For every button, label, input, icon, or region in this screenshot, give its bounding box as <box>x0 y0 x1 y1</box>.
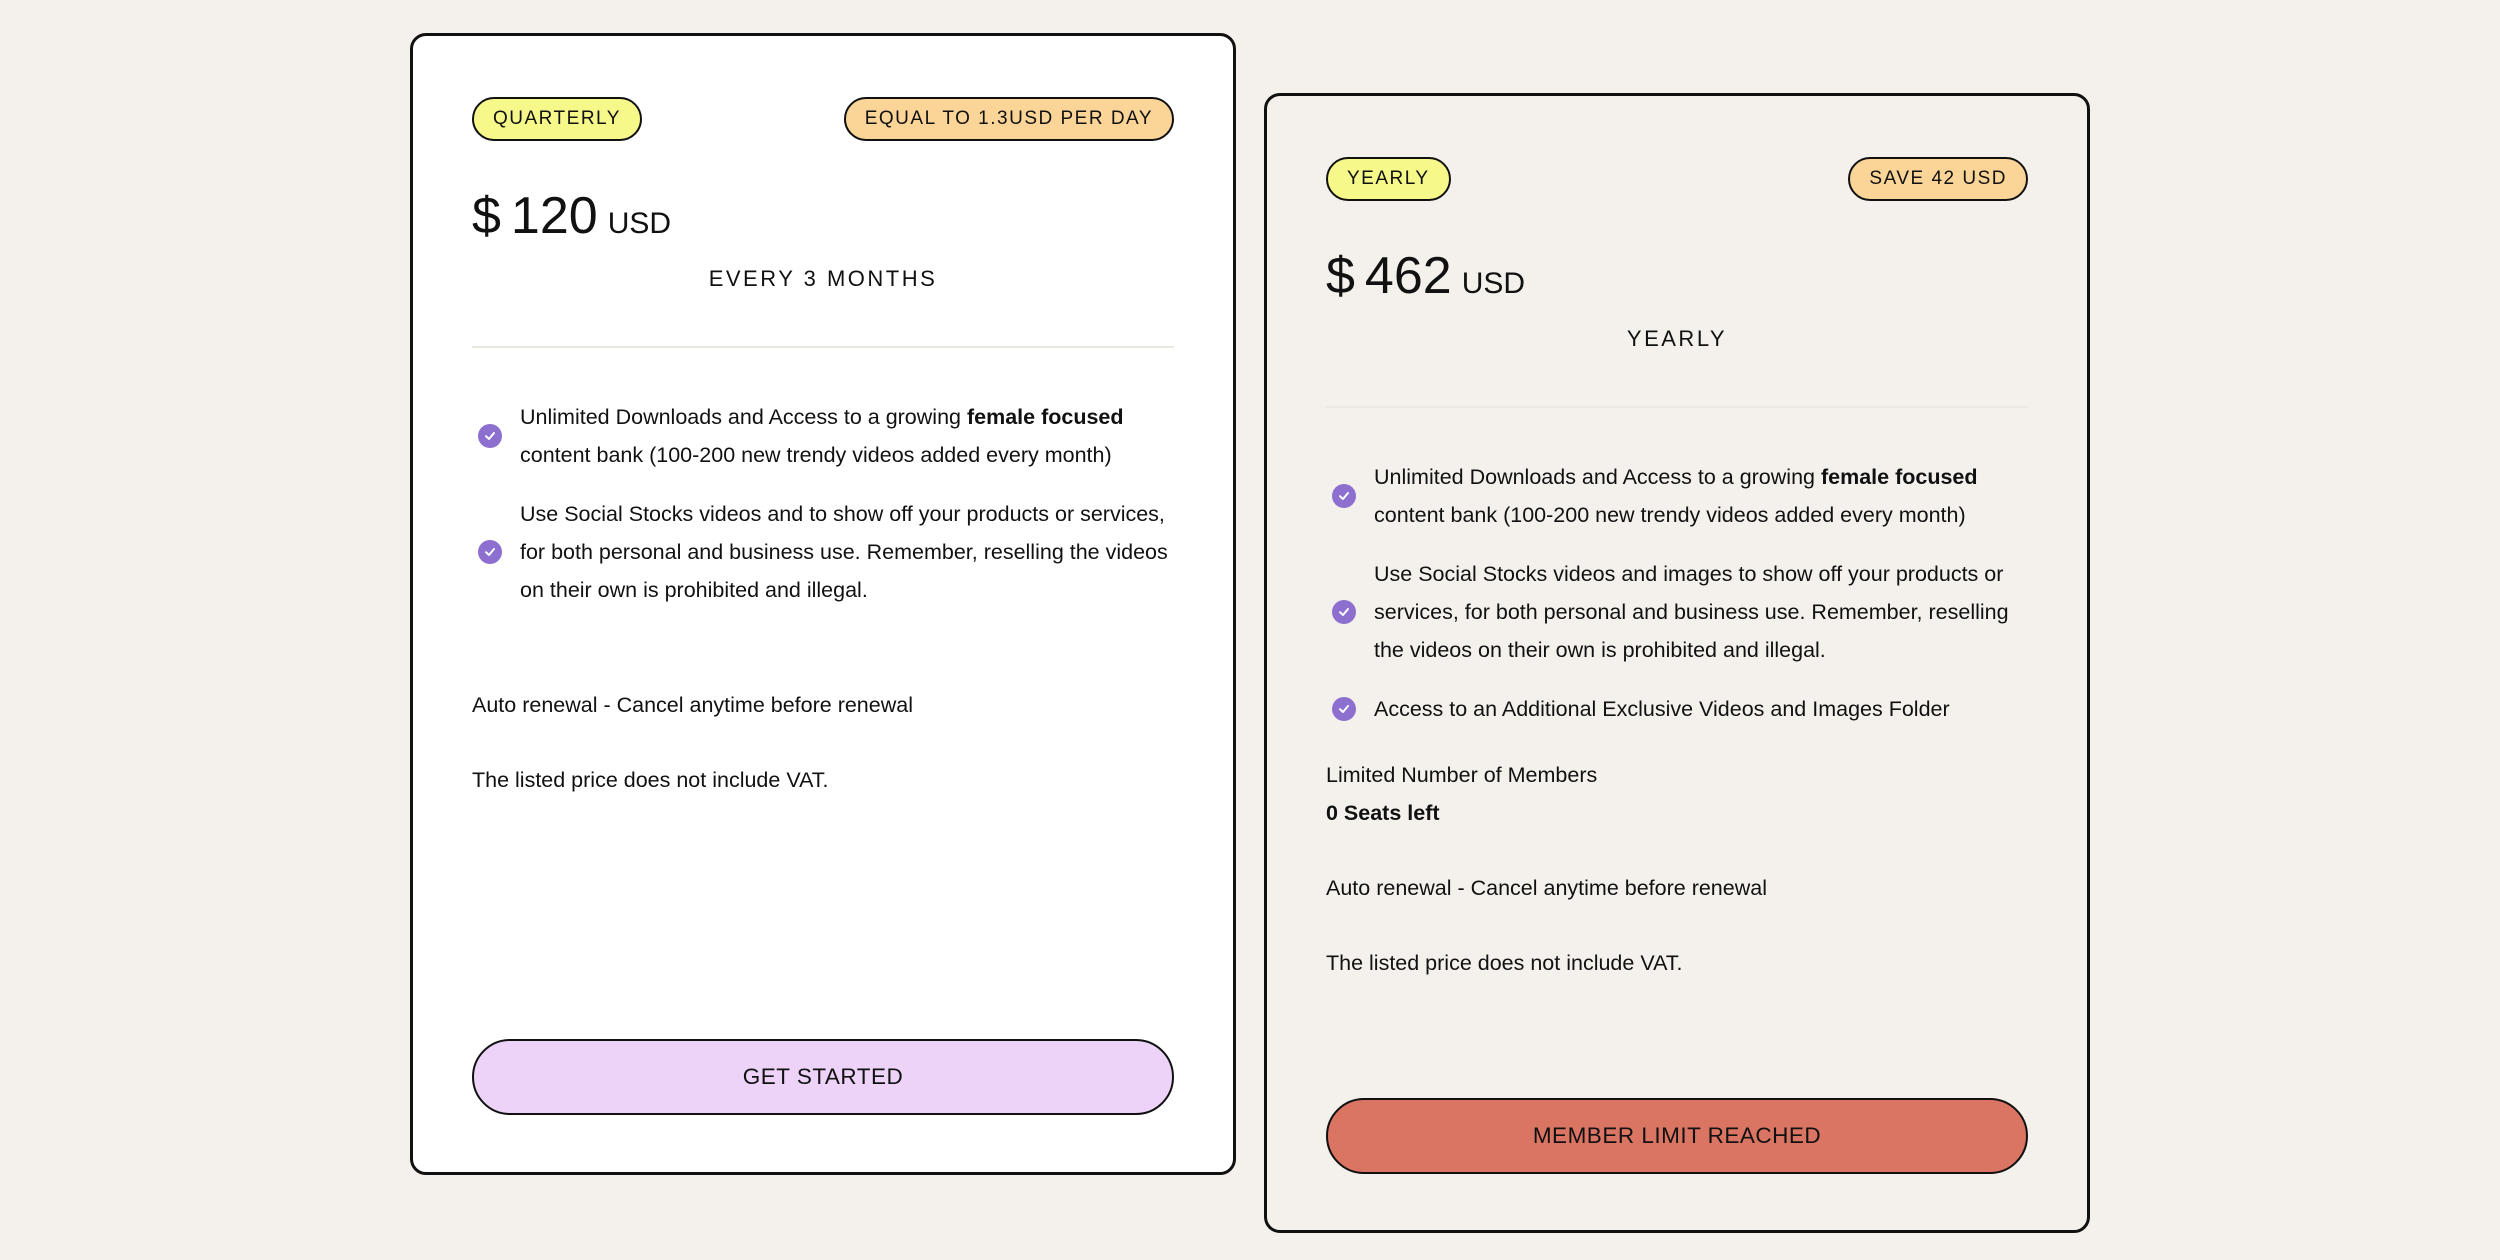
feature-text: Unlimited Downloads and Access to a growing female focused content bank (100-200 new trendy videos added every month) <box>1374 465 1978 527</box>
feature-item <box>472 398 1174 474</box>
price-amount: 462 <box>1364 247 1452 305</box>
check-circle-icon <box>1332 600 1356 624</box>
plan-name-badge: YEARLY <box>1326 157 1451 201</box>
divider <box>472 346 1174 348</box>
currency-code: USD <box>1461 267 1526 300</box>
price <box>1326 246 1525 306</box>
check-circle-icon <box>478 540 502 564</box>
feature-item <box>472 495 1174 609</box>
billing-period: EVERY 3 MONTHS <box>708 266 938 291</box>
divider <box>1326 406 2028 408</box>
feature-list <box>1326 458 2028 749</box>
member-limit-reached-button[interactable]: MEMBER LIMIT REACHED <box>1326 1098 2028 1174</box>
feature-item <box>1326 555 2028 669</box>
currency-symbol: $ <box>1326 247 1355 305</box>
feature-list <box>472 398 1174 630</box>
currency-symbol: $ <box>472 187 501 245</box>
currency-code: USD <box>607 207 672 240</box>
auto-renewal-note: Auto renewal - Cancel anytime before renewal <box>1326 876 1767 900</box>
auto-renewal-note: Auto renewal - Cancel anytime before renewal <box>472 693 913 717</box>
seats-left: 0 Seats left <box>1326 801 1440 825</box>
check-circle-icon <box>478 424 502 448</box>
vat-note: The listed price does not include VAT. <box>1326 951 1683 975</box>
feature-text: Access to an Additional Exclusive Videos and Images Folder <box>1374 697 1950 721</box>
feature-text: Unlimited Downloads and Access to a growing female focused content bank (100-200 new trendy videos added every month) <box>520 405 1124 467</box>
vat-note: The listed price does not include VAT. <box>472 768 829 792</box>
price-per-day-badge: EQUAL TO 1.3USD PER DAY <box>844 97 1174 141</box>
check-circle-icon <box>1332 484 1356 508</box>
feature-text: Use Social Stocks videos and to show off your products or services, for both personal and business use. Remember, reselling the videos on their own is prohibited and illegal. <box>520 502 1168 602</box>
check-circle-icon <box>1332 697 1356 721</box>
pricing-card-quarterly <box>410 33 1236 1175</box>
feature-item <box>1326 690 2028 728</box>
feature-item <box>1326 458 2028 534</box>
feature-text: Use Social Stocks videos and images to show off your products or services, for both personal and business use. Remember, reselling the videos on their own is prohibited and illegal. <box>1374 562 2009 662</box>
savings-badge: SAVE 42 USD <box>1848 157 2028 201</box>
members-limit-label: Limited Number of Members <box>1326 763 1598 787</box>
price <box>472 186 671 246</box>
price-amount: 120 <box>510 187 598 245</box>
billing-period: YEARLY <box>1626 326 1728 351</box>
pricing-card-yearly <box>1264 93 2090 1233</box>
get-started-button[interactable]: GET STARTED <box>472 1039 1174 1115</box>
plan-name-badge: QUARTERLY <box>472 97 642 141</box>
